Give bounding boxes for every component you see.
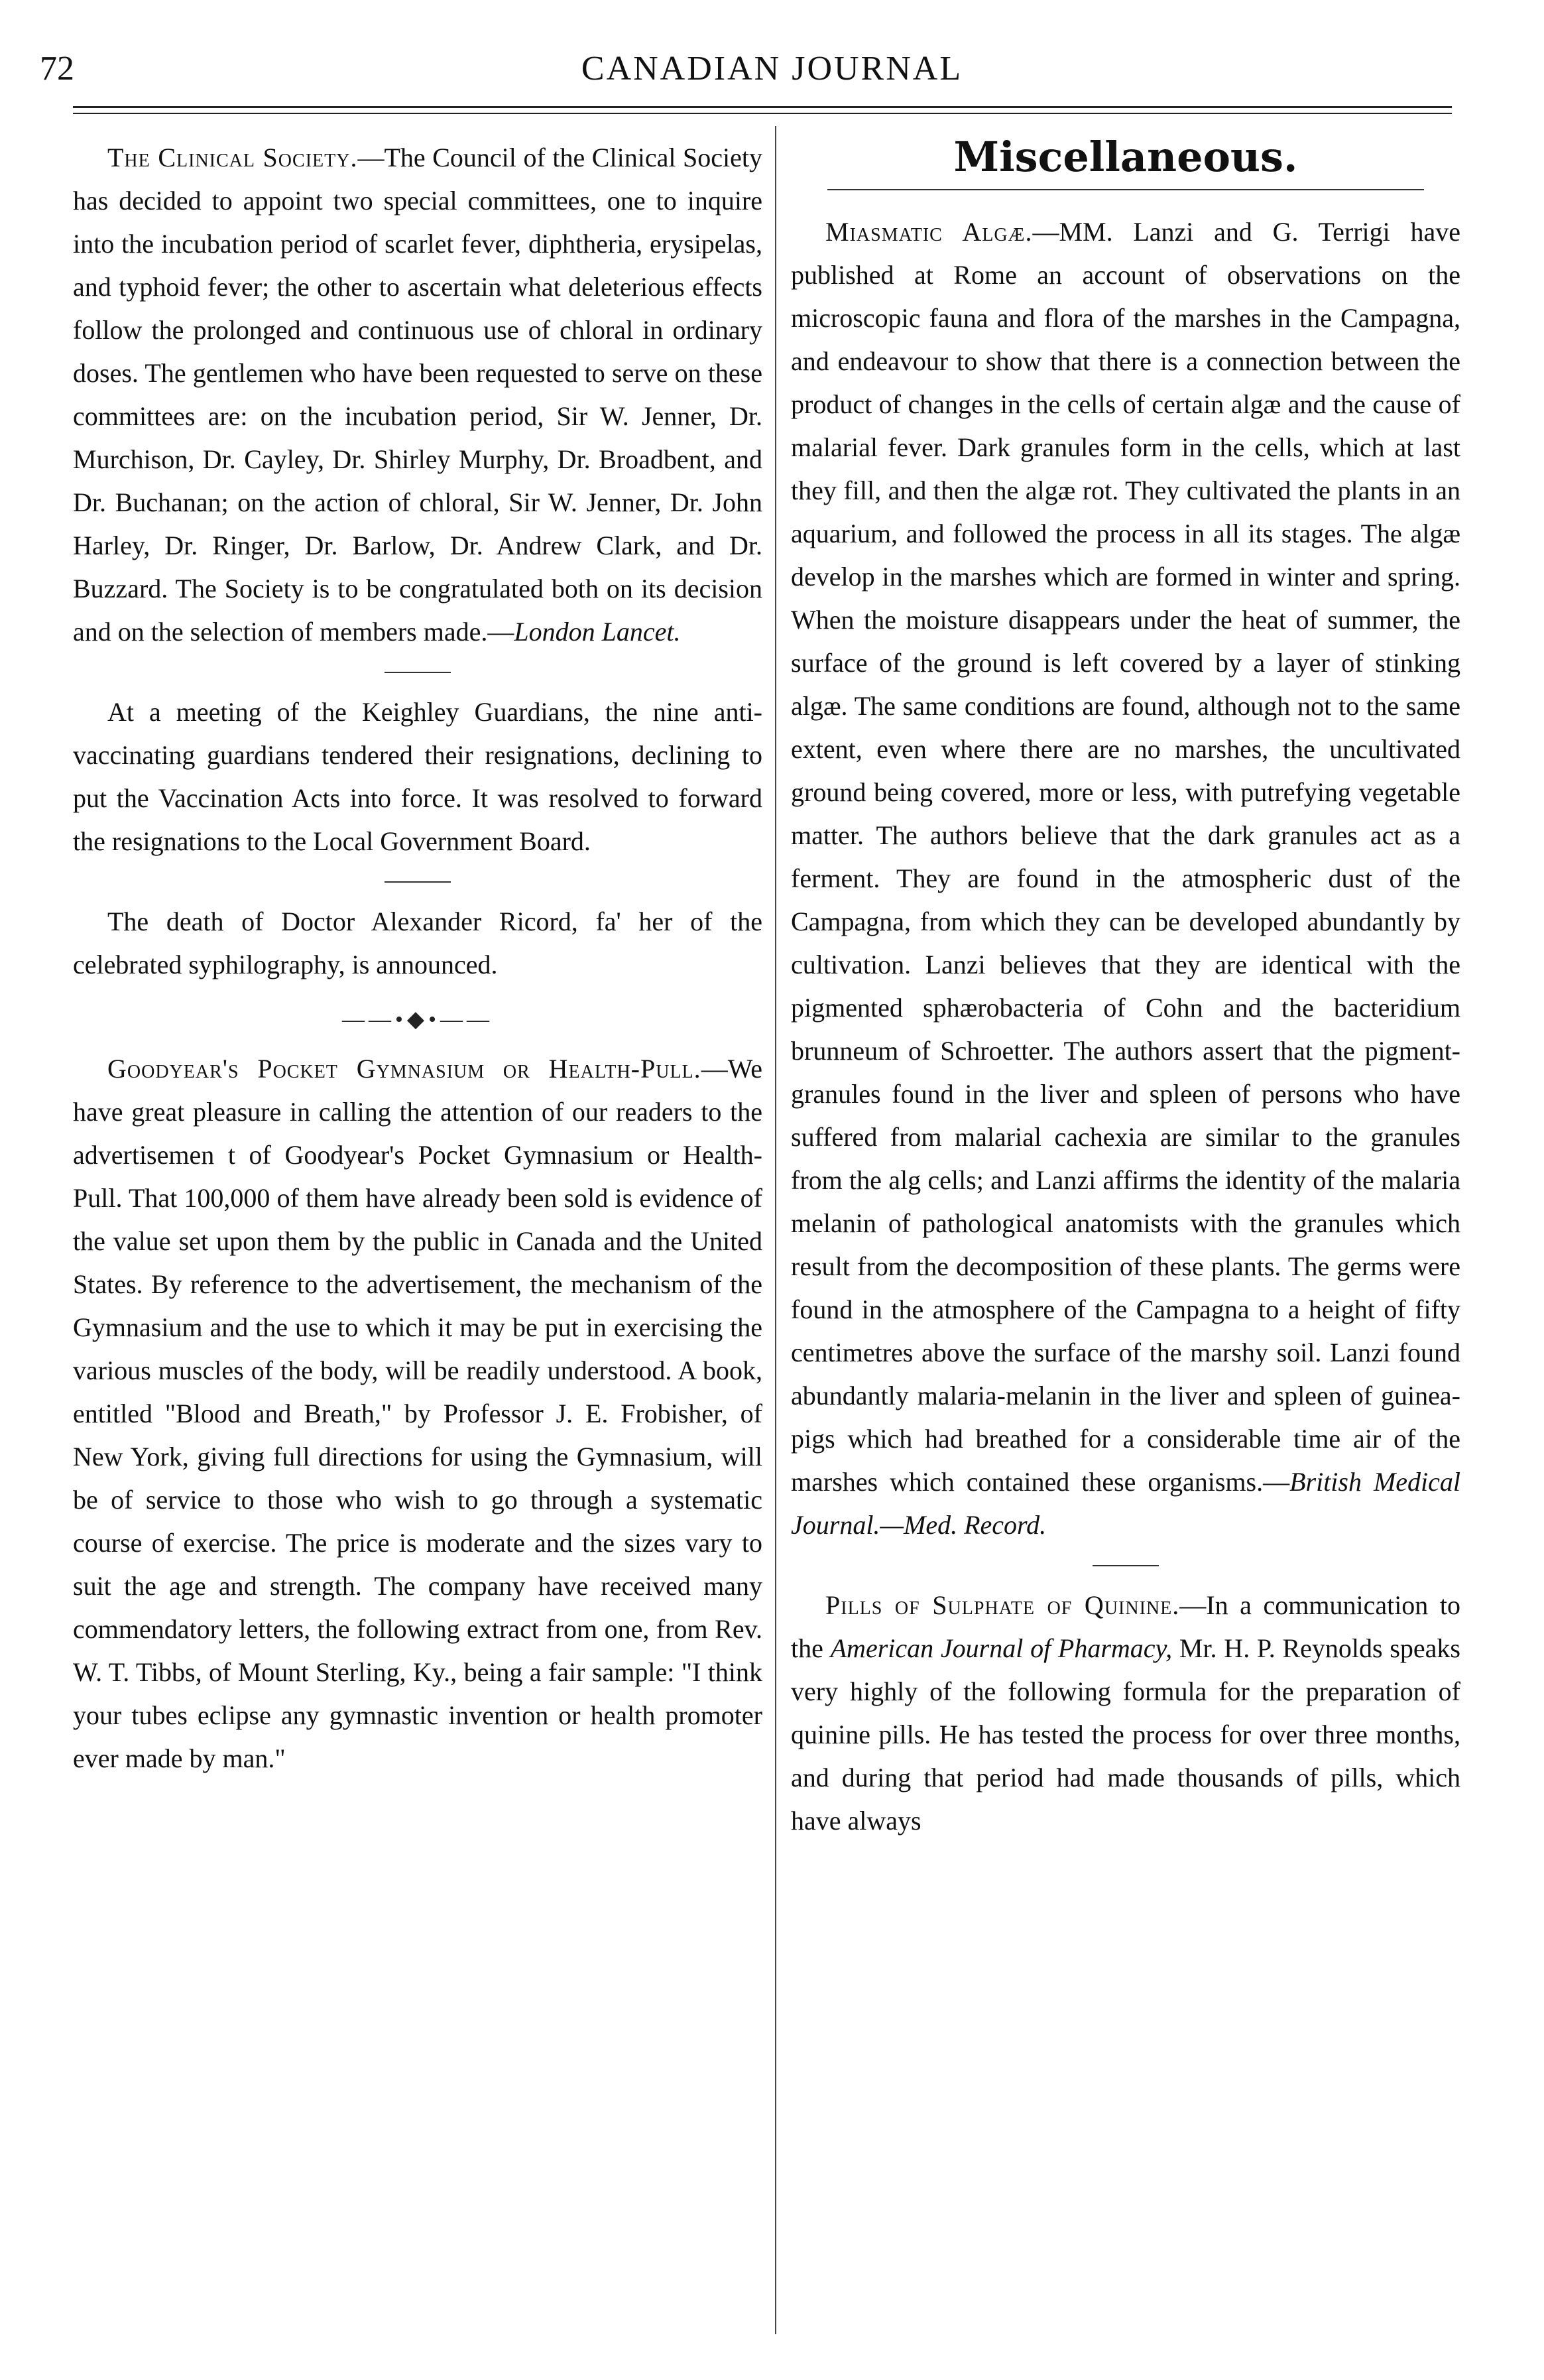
article-source: London Lancet. [514,617,681,647]
article-paragraph [791,1584,1460,1842]
article-goodyear-gymnasium [73,1047,762,1780]
article-paragraph [73,1047,762,1780]
page-number: 72 [40,50,74,88]
article-ricord-death [73,900,762,986]
article-clinical-society [73,136,762,653]
article-paragraph [791,210,1460,1546]
section-heading-rule [827,189,1424,190]
article-lead: Goodyear's Pocket Gymnasium or Health-Pull. [107,1054,701,1084]
article-body: —MM. Lanzi and G. Terrigi have published at Rome an account of observations on the microscopic fauna and flora of the marshes in the Campagna, and endeavour to show that there is a connection between the product of changes in the cells of certain algæ and the cause of malarial fever. Dark granules form in the cells, which at last they fill, and then the algæ rot. They cultivated the plants in an aquarium, and followed the process in all its stages. The algæ develop in the marshes which are formed in winter and spring. When the moisture disappears under the heat of summer, the surface of the ground is left covered by a layer of stinking algæ. The same conditions are found, although not to the same extent, even where there are no marshes, the uncultivated ground being covered, more or less, with putrefying vegetable matter. The authors believe that the dark granules act as a ferment. They are found in the atmospheric dust of the Campagna, from which they can be developed abundantly by cultivation. Lanzi believes that they are identical with the pigmented sphærobacteria of Cohn and the bacteridium brunneum of Schroetter. The authors assert that the pigment-granules found in the liver and spleen of persons who have suffered from malarial cachexia are similar to the granules from the alg cells; and Lanzi affirms the identity of the malaria melanin of pathological anatomists with the granules which result from the decomposition of these plants. The germs were found in the atmosphere of the Campagna to a height of fifty centimetres above the surface of the marshy soil. Lanzi found abundantly malaria-melanin in the liver and spleen of guinea-pigs which had breathed for a considerable time air of the marshes which contained these organisms.— [791,217,1461,1497]
article-separator [385,881,451,883]
article-body-continued: Mr. H. P. Reynolds speaks very highly of the following formula for the preparation of quinine pills. He has tested the process for over three months, and during that period had made thousands of pills, which have always [791,1633,1460,1836]
left-column [73,136,762,2324]
article-lead: The Clinical Society. [107,143,358,172]
right-column [791,133,1461,2324]
journal-title: American Journal of Pharmacy, [830,1633,1173,1663]
section-heading: Miscellaneous. [953,133,1298,181]
header-rule-thick [73,106,1452,108]
article-body: —The Council of the Clinical Society has decided to appoint two special committees, one to inquire into the incubation period of scarlet fever, diphtheria, erysipelas, and typhoid fever; the other to ascertain what deleterious effects follow the prolonged and continuous use of chloral in ordinary doses. The gentlemen who have been requested to serve on these committees are: on the incubation period, Sir W. Jenner, Dr. Murchison, Dr. Cayley, Dr. Shirley Murphy, Dr. Broadbent, and Dr. Buchanan; on the action of chloral, Sir W. Jenner, Dr. John Harley, Dr. Ringer, Dr. Barlow, Dr. Andrew Clark, and Dr. Buzzard. The Society is to be congratulated both on its decision and on the selection of members made.— [73,143,763,647]
column-divider [775,126,776,2334]
article-source: British Medical Journal.—Med. Record. [791,1467,1461,1540]
article-lead: Miasmatic Algæ. [825,217,1033,247]
article-separator [1093,1565,1159,1566]
article-paragraph [73,136,762,653]
article-quinine-pills [791,1584,1460,1842]
article-paragraph: The death of Doctor Alexander Ricord, fa' her of the celebrated syphilography, is announced. [73,907,762,979]
article-keighley-guardians [73,690,762,863]
running-title: CANADIAN JOURNAL [581,50,963,88]
article-body: —We have great pleasure in calling the attention of our readers to the advertisemen t of Goodyear's Pocket Gymnasium or Health-Pull. That 100,000 of them have already been sold is evidence of the value set upon them by the public in Canada and the United States. By reference to the advertisement, the mechanism of the Gymnasium and the use to which it may be put in exercising the various muscles of the body, will be readily understood. A book, entitled "Blood and Breath," by Professor J. E. Frobisher, of New York, giving full directions for using the Gymnasium, will be of service to those who wish to go through a systematic course of exercise. The price is moderate and the sizes vary to suit the age and strength. The company have received many commendatory letters, the following extract from one, from Rev. W. T. Tibbs, of Mount Sterling, Ky., being a fair sample: "I think your tubes eclipse any gymnastic invention or health promoter ever made by man." [73,1054,762,1773]
header-rule-thin [73,113,1452,114]
article-miasmatic-algae [791,210,1460,1546]
article-lead: Pills of Sulphate of Quinine. [825,1590,1180,1620]
article-separator [385,672,451,673]
article-body: —In a communication to the [791,1590,1460,1663]
ornamental-divider: ——•◆•—— [342,1007,493,1032]
article-paragraph: At a meeting of the Keighley Guardians, the nine anti-vaccinating guardians tendered their resignations, declining to put the Vaccination Acts into force. It was resolved to forward the resignations to the Local Government Board. [73,697,762,856]
